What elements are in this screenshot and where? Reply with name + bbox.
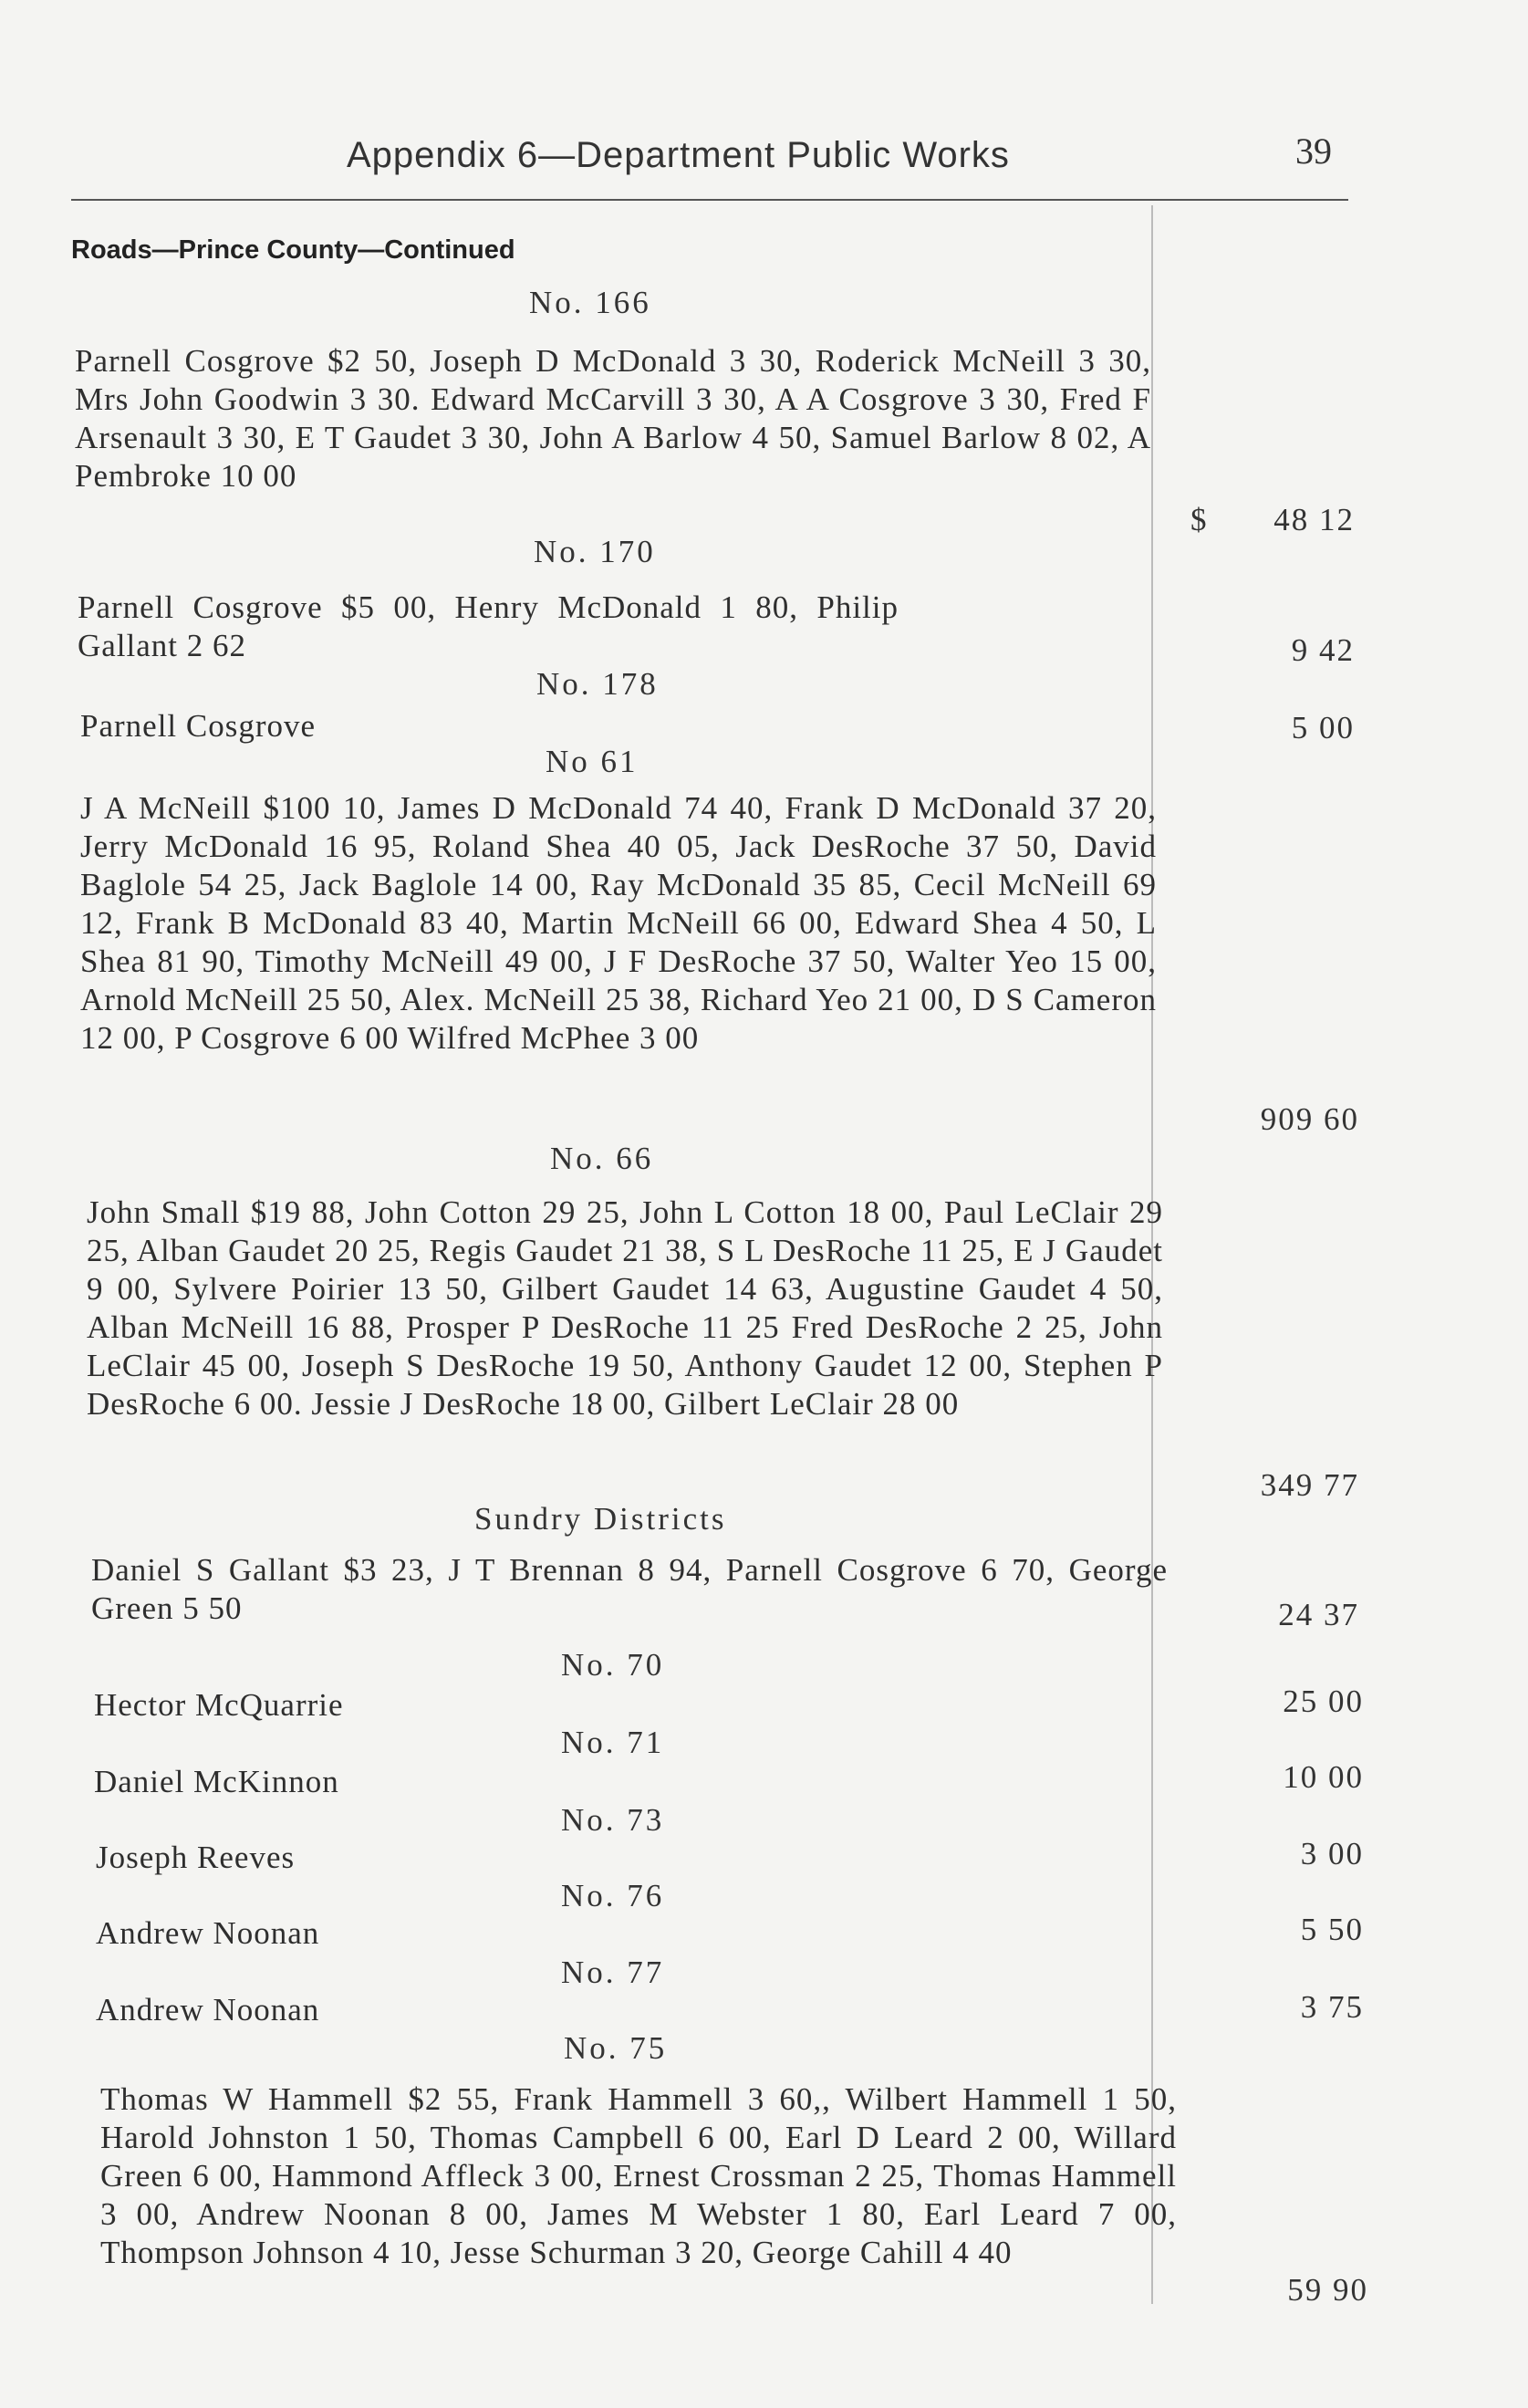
- district-entry-text: Parnell Cosgrove $2 50, Joseph D McDonald 3 30, Roderick McNeill 3 30, Mrs John Goodwin 3 30. Edward McCarvill 3 30, A A Cosgrove 3 30, Fred F Arsenault 3 30, E T Gaudet 3 30, John A Barlow 4 50, Samuel Barlow 8 02, A Pembroke 10 00: [75, 343, 1151, 494]
- district-amount: 9 42: [1291, 632, 1355, 668]
- district-heading: No. 178: [536, 666, 659, 702]
- district-entry-text: Joseph Reeves: [96, 1840, 296, 1875]
- district-heading: No. 66: [550, 1141, 654, 1176]
- running-head: Appendix 6—Department Public Works: [347, 135, 1010, 175]
- district-amount: 48 12: [1273, 502, 1355, 537]
- district-heading: No. 77: [561, 1955, 665, 1990]
- district-heading: No. 75: [564, 2030, 668, 2066]
- district-amount: 349 77: [1260, 1467, 1359, 1503]
- district-entry-text: Parnell Cosgrove $5 00, Henry McDonald 1 80, Philip Gallant 2 62: [78, 589, 899, 663]
- district-heading: No. 71: [561, 1725, 665, 1760]
- district-entry-text: Parnell Cosgrove: [80, 708, 317, 744]
- district-amount: 25 00: [1283, 1684, 1364, 1719]
- district-heading: No 61: [546, 744, 639, 779]
- district-entry-text: Andrew Noonan: [96, 1992, 320, 2028]
- district-amount: 3 00: [1300, 1836, 1364, 1871]
- district-amount: 5 50: [1300, 1912, 1364, 1947]
- district-amount: 59 90: [1287, 2272, 1368, 2308]
- district-heading: No. 70: [561, 1647, 665, 1683]
- page-number: 39: [1295, 130, 1332, 172]
- district-entry-text: J A McNeill $100 10, James D McDonald 74 40, Frank D McDonald 37 20, Jerry McDonald 16 95, Roland Shea 40 05, Jack DesRoche 37 50, David Baglole 54 25, Jack Baglole 14 00, Ray McDonald 35 85, Cecil McNeill 69 12, Frank B McDonald 83 40, Martin McNeill 66 00, Edward Shea 4 50, L Shea 81 90, Timothy McNeill 49 00, J F DesRoche 37 50, Walter Yeo 15 00, Arnold McNeill 25 50, Alex. McNeill 25 38, Richard Yeo 21 00, D S Cameron 12 00, P Cosgrove 6 00 Wilfred McPhee 3 00: [80, 790, 1157, 1056]
- currency-symbol: $: [1190, 502, 1207, 537]
- district-entry-text: Daniel S Gallant $3 23, J T Brennan 8 94, Parnell Cosgrove 6 70, George Green 5 50: [91, 1552, 1168, 1626]
- district-entry-text: Daniel McKinnon: [94, 1764, 339, 1799]
- district-amount: 5 00: [1291, 710, 1355, 745]
- district-amount: 24 37: [1278, 1597, 1359, 1632]
- district-heading: Sundry Districts: [474, 1501, 727, 1537]
- district-entry-text: John Small $19 88, John Cotton 29 25, John L Cotton 18 00, Paul LeClair 29 25, Alban Gaudet 20 25, Regis Gaudet 21 38, S L DesRoche 11 25, E J Gaudet 9 00, Sylvere Poirier 13 50, Gilbert Gaudet 14 63, Augustine Gaudet 4 50, Alban McNeill 16 88, Prosper P DesRoche 11 25 Fred DesRoche 2 25, John LeClair 45 00, Joseph S DesRoche 19 50, Anthony Gaudet 12 00, Stephen P DesRoche 6 00. Jessie J DesRoche 18 00, Gilbert LeClair 28 00: [87, 1194, 1163, 1422]
- district-entry-text: Andrew Noonan: [96, 1915, 320, 1951]
- district-amount: 909 60: [1260, 1101, 1359, 1137]
- district-entry-text: Hector McQuarrie: [94, 1687, 344, 1723]
- district-heading: No. 73: [561, 1802, 665, 1838]
- section-title: Roads—Prince County—Continued: [71, 235, 515, 265]
- district-heading: No. 76: [561, 1878, 665, 1913]
- district-heading: No. 170: [534, 534, 656, 569]
- district-amount: 10 00: [1283, 1759, 1364, 1795]
- district-entry-text: Thomas W Hammell $2 55, Frank Hammell 3 60,, Wilbert Hammell 1 50, Harold Johnston 1 50, Thomas Campbell 6 00, Earl D Leard 2 00, Willard Green 6 00, Hammond Affleck 3 00, Ernest Crossman 2 25, Thomas Hammell 3 00, Andrew Noonan 8 00, James M Webster 1 80, Earl Leard 7 00, Thompson Johnson 4 10, Jesse Schurman 3 20, George Cahill 4 40: [100, 2081, 1177, 2270]
- district-amount: 3 75: [1300, 1989, 1364, 2025]
- district-heading: No. 166: [529, 285, 651, 320]
- header-rule: [71, 199, 1348, 201]
